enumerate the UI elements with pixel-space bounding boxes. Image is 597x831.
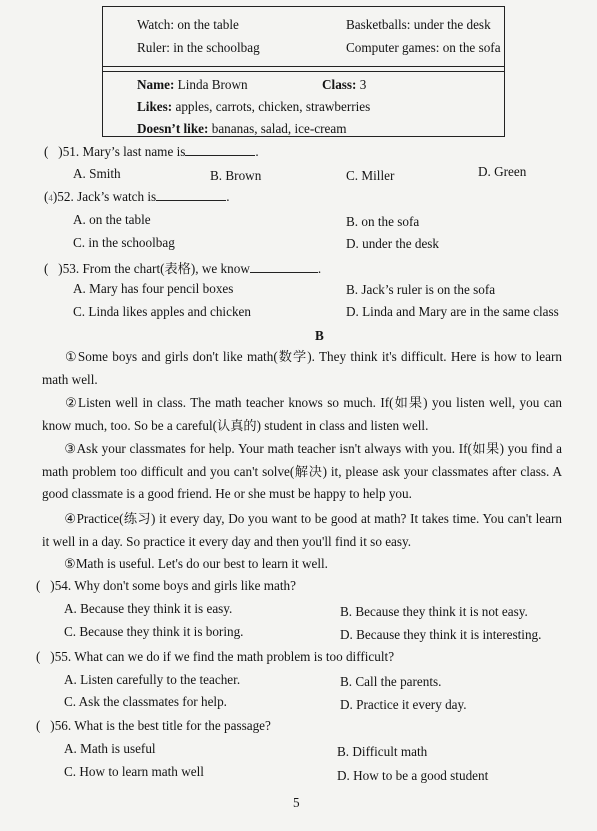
passage-paragraph-3: ③Ask your classmates for help. Your math teacher isn't always with you. If(如果) you find a math problem too difficult and you can't solve(解决) it, please ask your classmates after class. A good classmate is a good friend. He or she must be happy to help you. — [42, 441, 562, 501]
dislikes-value: bananas, salad, ice-cream — [211, 121, 347, 136]
q56-stem: ( )56. What is the best title for the passage? — [36, 718, 271, 733]
table-computer-games: Computer games: on the sofa — [346, 40, 501, 55]
q53-option-c[interactable]: C. Linda likes apples and chicken — [73, 304, 251, 319]
table-basketballs: Basketballs: under the desk — [346, 17, 491, 32]
q51-stem: ( )51. Mary’s last name is . — [44, 144, 259, 159]
dislikes-label: Doesn’t like: — [137, 121, 209, 136]
q55-option-a[interactable]: A. Listen carefully to the teacher. — [64, 672, 241, 687]
table-name-row — [137, 77, 248, 93]
q56-option-c[interactable]: C. How to learn math well — [64, 764, 204, 779]
q54-option-b[interactable]: B. Because they think it is not easy. — [340, 604, 528, 619]
name-label: Name: — [137, 77, 175, 92]
q53-blank[interactable] — [250, 261, 318, 273]
q53-option-a[interactable]: A. Mary has four pencil boxes — [73, 281, 234, 296]
q56-option-b[interactable]: B. Difficult math — [337, 744, 428, 759]
q52-pencil-mark: 4 — [48, 193, 53, 203]
passage-paragraph-1: ①Some boys and girls don't like math(数学). They think it's difficult. Here is how to learn math well. — [42, 349, 562, 387]
q56-option-a[interactable]: A. Math is useful — [64, 741, 156, 756]
q51-option-a[interactable]: A. Smith — [73, 166, 121, 181]
q52-blank[interactable] — [156, 189, 226, 201]
q54-option-c[interactable]: C. Because they think it is boring. — [64, 624, 244, 639]
name-value: Linda Brown — [177, 77, 248, 92]
table-watch: Watch: on the table — [137, 17, 239, 32]
q51-blank[interactable] — [185, 144, 255, 156]
q52-option-a[interactable]: A. on the table — [73, 212, 151, 227]
q54-stem: ( )54. Why don't some boys and girls like math? — [36, 578, 296, 593]
q51-option-c[interactable]: C. Miller — [346, 168, 395, 183]
q55-option-c[interactable]: C. Ask the classmates for help. — [64, 694, 227, 709]
q51-option-d[interactable]: D. Green — [478, 164, 527, 179]
table-ruler: Ruler: in the schoolbag — [137, 40, 260, 55]
q55-option-b[interactable]: B. Call the parents. — [340, 674, 442, 689]
q55-stem: ( )55. What can we do if we find the math problem is too difficult? — [36, 649, 395, 664]
class-value: 3 — [359, 77, 367, 92]
passage-paragraph-2: ②Listen well in class. The math teacher knows so much. If(如果) you listen well, you can know much, too. So be a careful(认真的) student in class and listen well. — [42, 395, 562, 433]
q54-option-d[interactable]: D. Because they think it is interesting. — [340, 627, 542, 642]
page-number: 5 — [293, 795, 300, 810]
q52-option-c[interactable]: C. in the schoolbag — [73, 235, 175, 250]
q55-option-d[interactable]: D. Practice it every day. — [340, 697, 467, 712]
likes-value: apples, carrots, chicken, strawberries — [175, 99, 371, 114]
q54-option-a[interactable]: A. Because they think it is easy. — [64, 601, 233, 616]
q53-stem: ( )53. From the chart(表格), we know . — [44, 261, 322, 276]
q56-option-d[interactable]: D. How to be a good student — [337, 768, 489, 783]
q52-option-d[interactable]: D. under the desk — [346, 236, 440, 251]
table-class-row — [322, 77, 366, 93]
likes-label: Likes: — [137, 99, 173, 114]
section-heading: B — [315, 328, 324, 343]
table-divider — [103, 66, 504, 72]
table-likes-row — [137, 99, 370, 115]
q51-option-b[interactable]: B. Brown — [210, 168, 262, 183]
passage-paragraph-5: ⑤Math is useful. Let's do our best to learn it well. — [64, 556, 328, 571]
q53-option-d[interactable]: D. Linda and Mary are in the same class — [346, 304, 559, 319]
q53-option-b[interactable]: B. Jack’s ruler is on the sofa — [346, 282, 496, 297]
passage-paragraph-4: ④Practice(练习) it every day, Do you want to be good at math? It takes time. You can't learn it well in a day. So practice it every day and then you'll find it so easy. — [42, 511, 562, 549]
q52-option-b[interactable]: B. on the sofa — [346, 214, 420, 229]
table-dislikes-row — [137, 121, 346, 137]
class-label: Class: — [322, 77, 357, 92]
q52-stem: (4)52. Jack’s watch is . — [44, 189, 230, 204]
